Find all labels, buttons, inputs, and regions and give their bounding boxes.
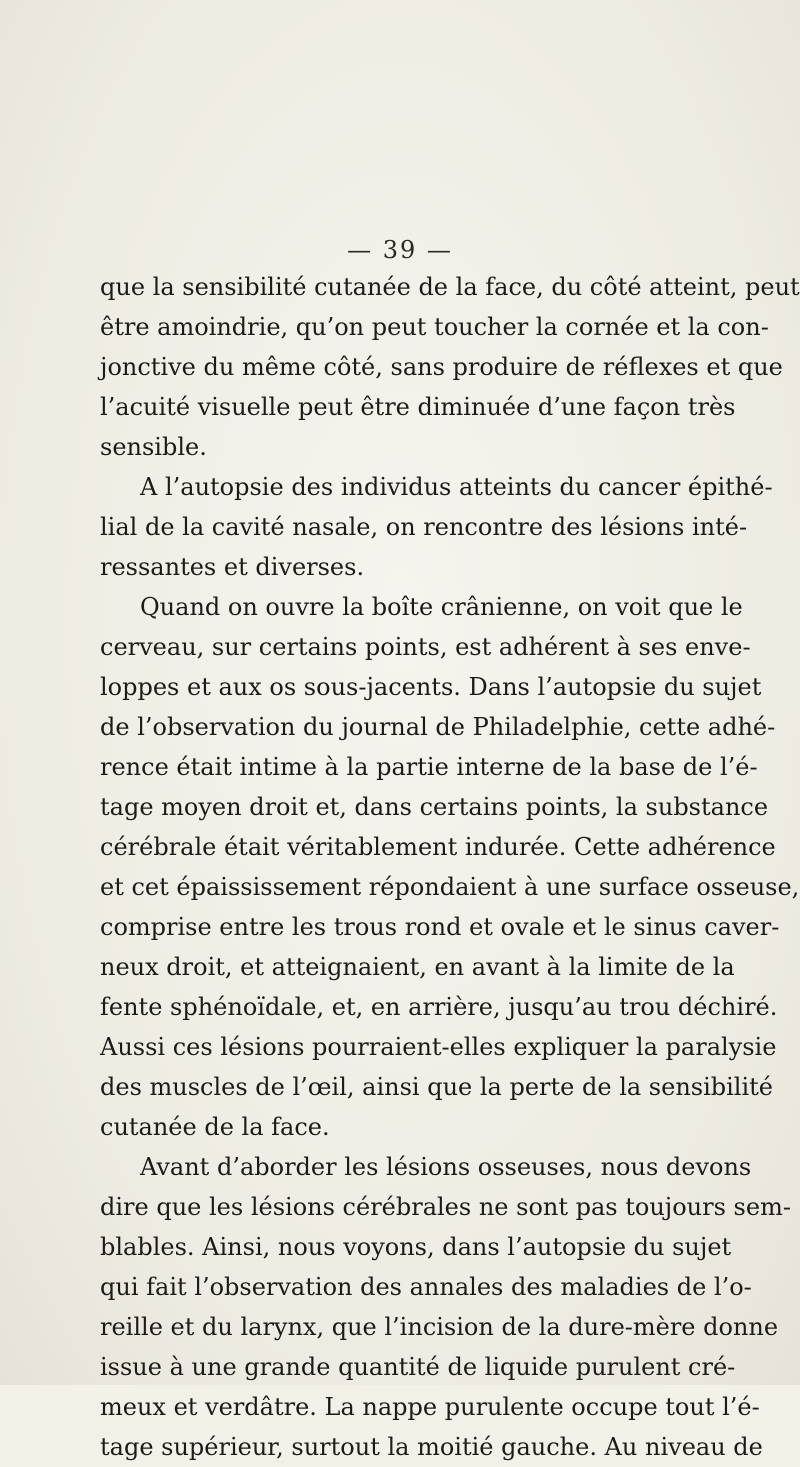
text-line: de l’observation du journal de Philadelphie, cette adhé-: [100, 713, 776, 741]
text-line: Quand on ouvre la boîte crânienne, on voit que le: [140, 593, 743, 621]
text-line: rence était intime à la partie interne de la base de l’é-: [100, 753, 758, 781]
text-line: Avant d’aborder les lésions osseuses, nous devons: [140, 1153, 752, 1181]
text-line: et cet épaississement répondaient à une surface osseuse,: [100, 873, 800, 901]
text-line: sensible.: [100, 433, 207, 461]
text-line: fente sphénoïdale, et, en arrière, jusqu’au trou déchiré.: [100, 993, 778, 1021]
text-line: ressantes et diverses.: [100, 553, 365, 581]
page-number: — 39 —: [347, 236, 453, 264]
text-line: lial de la cavité nasale, on rencontre des lésions inté-: [100, 513, 748, 541]
text-line: dire que les lésions cérébrales ne sont pas toujours sem-: [100, 1193, 791, 1221]
text-line: qui fait l’observation des annales des maladies de l’o-: [100, 1273, 752, 1301]
text-line: que la sensibilité cutanée de la face, du côté atteint, peut: [100, 273, 800, 301]
text-line: cerveau, sur certains points, est adhérent à ses enve-: [100, 633, 751, 661]
text-line: meux et verdâtre. La nappe purulente occupe tout l’é-: [100, 1393, 760, 1421]
text-line: neux droit, et atteignaient, en avant à la limite de la: [100, 953, 735, 981]
text-line: l’acuité visuelle peut être diminuée d’une façon très: [100, 393, 736, 421]
text-line: tage supérieur, surtout la moitié gauche. Au niveau de: [100, 1433, 763, 1461]
text-line: cutanée de la face.: [100, 1113, 330, 1141]
text-line: issue à une grande quantité de liquide purulent cré-: [100, 1353, 736, 1381]
text-line: jonctive du même côté, sans produire de réflexes et que: [100, 353, 783, 381]
text-line: tage moyen droit et, dans certains points, la substance: [100, 793, 769, 821]
text-line: blables. Ainsi, nous voyons, dans l’autopsie du sujet: [100, 1233, 732, 1261]
text-line: reille et du larynx, que l’incision de la dure-mère donne: [100, 1313, 779, 1341]
text-line: A l’autopsie des individus atteints du cancer épithé-: [140, 473, 773, 501]
text-line: comprise entre les trous rond et ovale et le sinus caver-: [100, 913, 780, 941]
text-line: des muscles de l’œil, ainsi que la perte de la sensibilité: [100, 1073, 774, 1101]
text-line: cérébrale était véritablement indurée. Cette adhérence: [100, 833, 776, 861]
body-text: [100, 267, 800, 1467]
text-line: être amoindrie, qu’on peut toucher la cornée et la con-: [100, 313, 769, 341]
text-line: loppes et aux os sous-jacents. Dans l’autopsie du sujet: [100, 673, 762, 701]
text-line: Aussi ces lésions pourraient-elles expliquer la paralysie: [100, 1033, 777, 1061]
